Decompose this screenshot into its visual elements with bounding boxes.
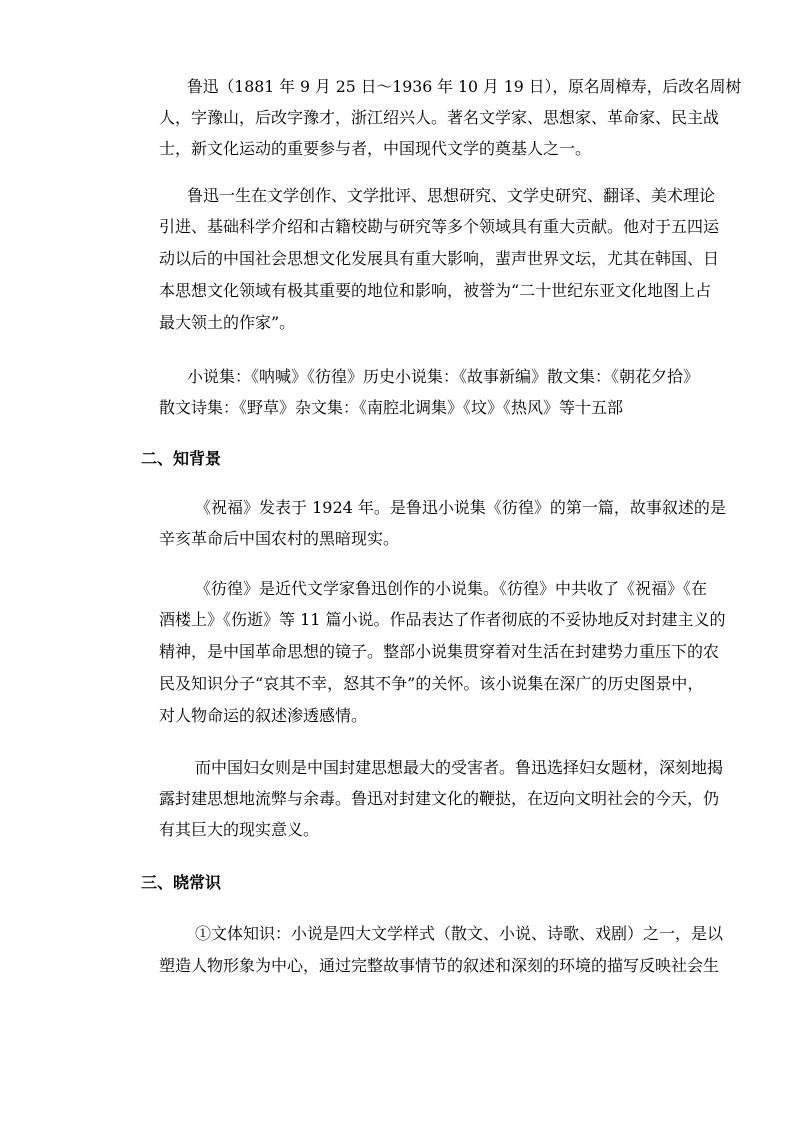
text-line: 引进、基础科学介绍和古籍校勘与研究等多个领域具有重大贡献。他对于五四运 <box>159 217 720 236</box>
text-line: 而中国妇女则是中国封建思想最大的受害者。鲁迅选择妇女题材，深刻地揭 <box>195 758 724 777</box>
text-line: 最大领土的作家”。 <box>159 313 296 332</box>
text-line: 民及知识分子“哀其不幸，怒其不争”的关怀。该小说集在深广的历史图景中， <box>159 674 704 693</box>
text-line: ①文体知识：小说是四大文学样式（散文、小说、诗歌、戏剧）之一，是以 <box>195 924 724 943</box>
text-line: 鲁迅一生在文学创作、文学批评、思想研究、文学史研究、翻译、美术理论 <box>187 186 716 205</box>
text-line: 人，字豫山，后改字豫才，浙江绍兴人。著名文学家、思想家、革命家、民主战 <box>159 108 720 127</box>
text-line: 动以后的中国社会思想文化发展具有重大影响，蜚声世界文坛，尤其在韩国、日 <box>159 249 720 268</box>
text-line: 鲁迅（1881 年 9 月 25 日～1936 年 10 月 19 日），原名周樟寿，后改名周树 <box>187 77 742 96</box>
text-line: 有其巨大的现实意义。 <box>159 820 320 839</box>
text-line: 对人物命运的叙述渗透感情。 <box>159 706 368 725</box>
text-line: 精神，是中国革命思想的镜子。整部小说集贯穿着对生活在封建势力重压下的农 <box>159 642 720 661</box>
text-line: 《彷徨》是近代文学家鲁迅创作的小说集。《彷徨》中共收了《祝福》《在 <box>195 579 708 598</box>
text-line: 露封建思想地流弊与余毒。鲁迅对封建文化的鞭挞，在迈向文明社会的今天，仍 <box>159 789 720 808</box>
text-line: 本思想文化领域有极其重要的地位和影响，被誉为“二十世纪东亚文化地图上占 <box>159 281 712 300</box>
text-line: 辛亥革命后中国农村的黑暗现实。 <box>159 529 400 548</box>
text-line: 酒楼上》《伤逝》等 11 篇小说。作品表达了作者彻底的不妥协地反对封建主义的 <box>159 610 726 629</box>
text-line: 小说集：《呐喊》《彷徨》历史小说集：《故事新编》散文集：《朝花夕拾》 <box>187 367 700 386</box>
text-line: 《祝福》发表于 1924 年。是鲁迅小说集《彷徨》的第一篇，故事叙述的是 <box>195 498 726 517</box>
text-line: 塑造人物形象为中心，通过完整故事情节的叙述和深刻的环境的描写反映社会生 <box>159 956 720 975</box>
section-heading: 三、晓常识 <box>141 873 222 892</box>
section-heading: 二、知背景 <box>141 449 222 468</box>
text-line: 士，新文化运动的重要参与者，中国现代文学的奠基人之一。 <box>159 139 592 158</box>
text-line: 散文诗集：《野草》杂文集：《南腔北调集》《坟》《热风》等十五部 <box>159 398 624 417</box>
